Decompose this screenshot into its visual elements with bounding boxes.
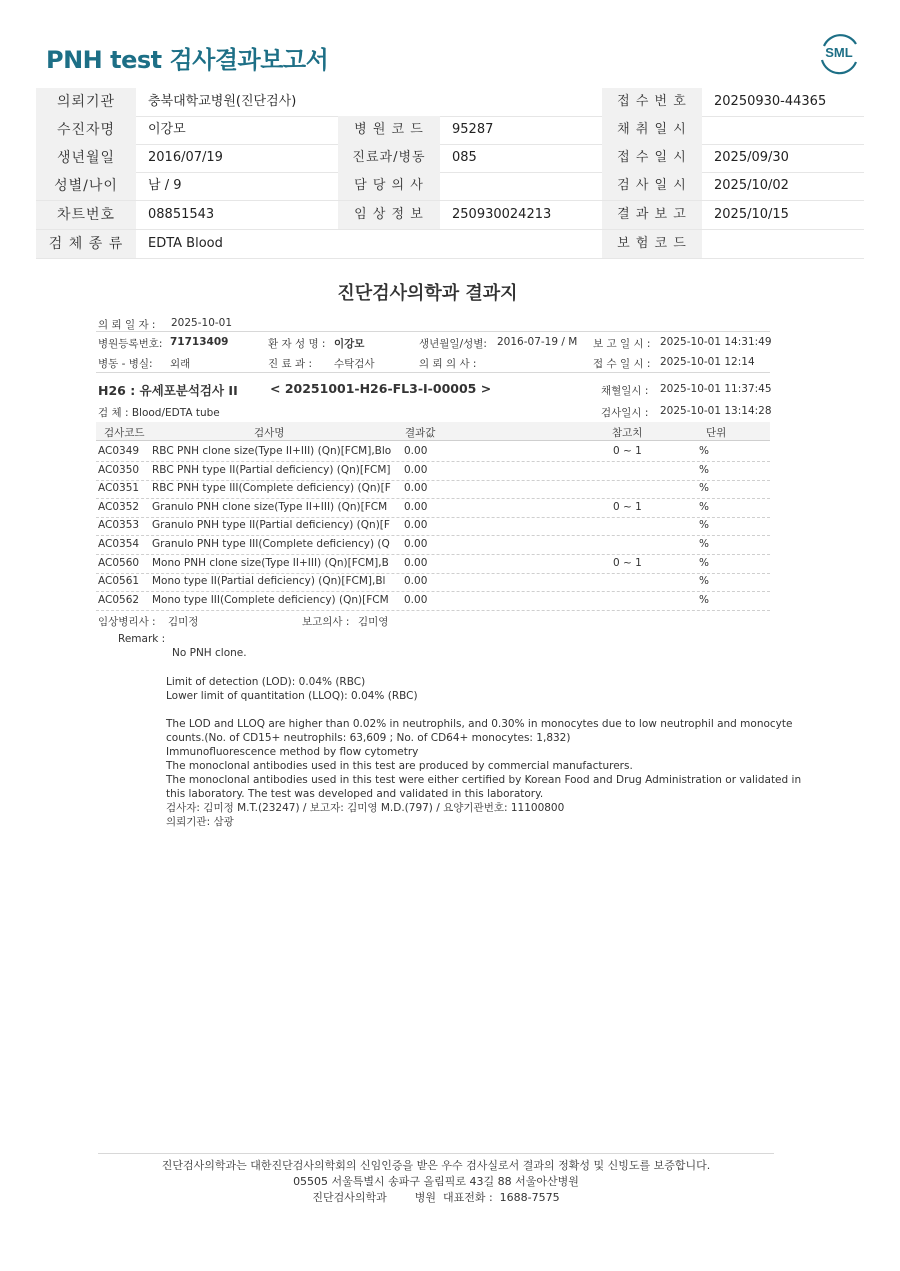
result-value: 0.00 <box>404 463 428 476</box>
info-label: 임 상 정 보 <box>338 201 440 229</box>
result-value: 0.00 <box>404 556 428 569</box>
info-value <box>702 116 864 144</box>
remark-line: The monoclonal antibodies used in this test are produced by commercial manufacturers. <box>166 760 633 772</box>
table-row <box>96 517 770 536</box>
info-value: 2016/07/19 <box>148 150 223 165</box>
info-value: 2025/10/15 <box>714 207 789 222</box>
remark-line: Lower limit of quantitation (LLOQ): 0.04% (RBC) <box>166 690 418 702</box>
patient-name-label: 환 자 성 명 : <box>268 338 326 350</box>
result-code: AC0561 <box>98 575 140 588</box>
info-label: 성별/나이 <box>36 172 136 200</box>
info-value: 250930024213 <box>452 207 552 222</box>
info-row <box>36 172 864 201</box>
table-row <box>96 443 770 462</box>
result-code: AC0350 <box>98 463 140 476</box>
result-value: 0.00 <box>404 445 428 457</box>
logo-text: SML <box>825 45 853 60</box>
ward-label: 병동 - 병실: <box>98 358 153 370</box>
result-code: AC0349 <box>98 445 140 457</box>
receipt-date: 2025-10-01 12:14 <box>660 356 755 368</box>
info-row <box>36 201 864 230</box>
info-value: 20250930-44365 <box>714 94 827 109</box>
remark-block-lod <box>166 675 418 703</box>
reporting-doctor: 김미영 <box>358 616 389 628</box>
info-value <box>440 230 614 258</box>
specimen-no: < 20251001-H26-FL3-I-00005 > <box>270 381 492 396</box>
request-date: 2025-10-01 <box>171 317 233 329</box>
table-row <box>96 462 770 481</box>
dept: 수탁검사 <box>334 358 375 370</box>
remark-line: this laboratory. The test was developed and validated in this laboratory. <box>166 788 544 800</box>
reporting-doctor-label: 보고의사 : <box>302 616 350 628</box>
remark-label: Remark : <box>118 633 166 645</box>
result-name: Granulo PNH type II(Partial deficiency) (Qn)[F <box>152 519 390 532</box>
clinical-pathologist: 김미정 <box>168 616 199 628</box>
result-code: AC0562 <box>98 593 140 606</box>
result-name: Mono type III(Complete deficiency) (Qn)[FCM <box>152 593 389 606</box>
reg-no: 71713409 <box>170 336 229 348</box>
result-unit: % <box>699 575 709 588</box>
info-value: 2025/09/30 <box>714 150 789 165</box>
result-name: RBC PNH type II(Partial deficiency) (Qn)[FCM] <box>152 463 391 476</box>
info-label: 차트번호 <box>36 201 136 229</box>
result-name: Granulo PNH clone size(Type II+III) (Qn)[FCM <box>152 500 388 513</box>
specimen: 검 체 : Blood/EDTA tube <box>98 407 220 419</box>
col-code: 검사코드 <box>104 427 145 439</box>
results-header <box>96 422 770 441</box>
info-value: 085 <box>452 150 477 165</box>
info-label: 수진자명 <box>36 116 136 144</box>
result-code: AC0351 <box>98 482 140 495</box>
info-value: 08851543 <box>148 207 215 222</box>
clinical-pathologist-label: 임상병리사 : <box>98 616 156 628</box>
info-label: 보 험 코 드 <box>602 230 702 258</box>
remark-line: counts.(No. of CD15+ neutrophils: 63,609 ; No. of CD64+ monocytes: 1,832) <box>166 732 571 744</box>
info-value: EDTA Blood <box>148 236 223 251</box>
result-unit: % <box>699 556 709 569</box>
ward: 외래 <box>170 358 191 370</box>
result-unit: % <box>699 538 709 550</box>
info-label: 의뢰기관 <box>36 88 136 116</box>
result-name: RBC PNH type III(Complete deficiency) (Qn)[F <box>152 482 391 495</box>
info-row <box>36 116 864 145</box>
info-label: 병 원 코 드 <box>338 116 440 144</box>
info-value <box>702 230 864 258</box>
result-value: 0.00 <box>404 519 428 532</box>
result-value: 0.00 <box>404 575 428 588</box>
remark-line: The LOD and LLOQ are higher than 0.02% in neutrophils, and 0.30% in monocytes due to low neutrophil and monocyte <box>166 718 793 730</box>
info-label: 담 당 의 사 <box>338 172 440 200</box>
info-label: 접 수 일 시 <box>602 144 702 172</box>
footer-contact: 진단검사의학과 병원 대표전화 : 1688-7575 <box>312 1191 560 1204</box>
info-label: 접 수 번 호 <box>602 88 702 116</box>
table-row <box>96 480 770 499</box>
divider <box>96 372 770 373</box>
result-unit: % <box>699 519 709 532</box>
receipt-label: 접 수 일 시 : <box>593 358 651 370</box>
col-value: 결과값 <box>405 427 436 439</box>
info-value: 남 / 9 <box>148 178 182 193</box>
reg-no-label: 병원등록번호: <box>98 338 163 350</box>
dob-sex: 2016-07-19 / M <box>497 336 578 348</box>
info-value: 2025/10/02 <box>714 178 789 193</box>
result-value: 0.00 <box>404 500 428 513</box>
remark-line: Immunofluorescence method by flow cytometry <box>166 746 419 758</box>
collect-date: 2025-10-01 11:37:45 <box>660 383 772 395</box>
info-label: 진료과/병동 <box>338 144 440 172</box>
info-row <box>36 144 864 173</box>
table-row <box>96 592 770 611</box>
table-row <box>96 536 770 555</box>
footer-certification: 진단검사의학과는 대한진단검사의학회의 신임인증을 받은 우수 검사실로서 결과의 정확성 및 신빙도를 보증합니다. <box>161 1159 711 1172</box>
remark-first: No PNH clone. <box>172 647 247 659</box>
info-value: 95287 <box>452 122 494 137</box>
col-name: 검사명 <box>254 427 285 439</box>
result-code: AC0353 <box>98 519 140 532</box>
info-value <box>440 88 614 116</box>
result-code: AC0560 <box>98 556 140 569</box>
info-label: 채 취 일 시 <box>602 116 702 144</box>
result-name: RBC PNH clone size(Type II+III) (Qn)[FCM],Blo <box>152 445 392 457</box>
result-name: Granulo PNH type III(Complete deficiency) (Q <box>152 538 390 550</box>
dept-label: 진 료 과 : <box>268 358 312 370</box>
info-value <box>440 172 614 200</box>
info-row <box>36 230 864 259</box>
result-unit: % <box>699 500 709 513</box>
remark-line: 검사자: 김미정 M.T.(23247) / 보고자: 김미영 M.D.(797) / 요양기관번호: 11100800 <box>166 802 565 814</box>
sml-logo <box>816 30 862 76</box>
result-unit: % <box>699 482 709 495</box>
patient-name: 이강모 <box>334 338 365 350</box>
result-name: Mono type II(Partial deficiency) (Qn)[FCM],Bl <box>152 575 386 588</box>
report-date: 2025-10-01 14:31:49 <box>660 336 772 348</box>
result-value: 0.00 <box>404 482 428 495</box>
remark-block-notes <box>166 717 801 829</box>
table-row <box>96 573 770 592</box>
info-label: 검 체 종 류 <box>36 230 136 258</box>
dob-sex-label: 생년월일/성별: <box>419 338 487 350</box>
col-ref: 참고치 <box>612 427 643 439</box>
result-name: Mono PNH clone size(Type II+III) (Qn)[FCM],B <box>152 556 389 569</box>
table-row <box>96 555 770 574</box>
result-ref: 0 ~ 1 <box>613 556 642 569</box>
table-row <box>96 499 770 518</box>
info-label: 결 과 보 고 <box>602 201 702 229</box>
test-date-label: 검사일시 : <box>601 407 649 419</box>
result-ref: 0 ~ 1 <box>613 500 642 513</box>
info-label: 검 사 일 시 <box>602 172 702 200</box>
footer-address: 05505 서울특별시 송파구 올림픽로 43길 88 서울아산병원 <box>293 1175 579 1188</box>
result-value: 0.00 <box>404 538 428 550</box>
report-date-label: 보 고 일 시 : <box>593 338 651 350</box>
result-unit: % <box>699 445 709 457</box>
remark-line: Limit of detection (LOD): 0.04% (RBC) <box>166 676 366 688</box>
remark-line: The monoclonal antibodies used in this test were either certified by Korean Food and Drug Administration or validated in <box>166 774 802 786</box>
report-title: 진단검사의학과 결과지 <box>337 283 518 304</box>
remark-line: 의뢰기관: 삼광 <box>166 816 234 828</box>
result-unit: % <box>699 463 709 476</box>
info-value: 이강모 <box>148 122 186 137</box>
result-unit: % <box>699 593 709 606</box>
info-label: 생년월일 <box>36 144 136 172</box>
result-code: AC0354 <box>98 538 140 550</box>
info-row <box>36 88 864 117</box>
result-code: AC0352 <box>98 500 140 513</box>
result-ref: 0 ~ 1 <box>613 445 642 457</box>
col-unit: 단위 <box>706 427 727 439</box>
doctor-label: 의 뢰 의 사 : <box>419 358 477 370</box>
page-title: PNH test 검사결과보고서 <box>46 46 329 74</box>
test-date: 2025-10-01 13:14:28 <box>660 405 772 417</box>
divider <box>96 331 770 332</box>
test-group: H26 : 유세포분석검사 II <box>98 383 238 398</box>
footer-divider <box>98 1153 774 1154</box>
collect-label: 채혈일시 : <box>601 385 649 397</box>
info-value: 충북대학교병원(진단검사) <box>148 94 297 109</box>
request-date-label: 의 뢰 일 자 : <box>98 319 156 331</box>
result-value: 0.00 <box>404 593 428 606</box>
